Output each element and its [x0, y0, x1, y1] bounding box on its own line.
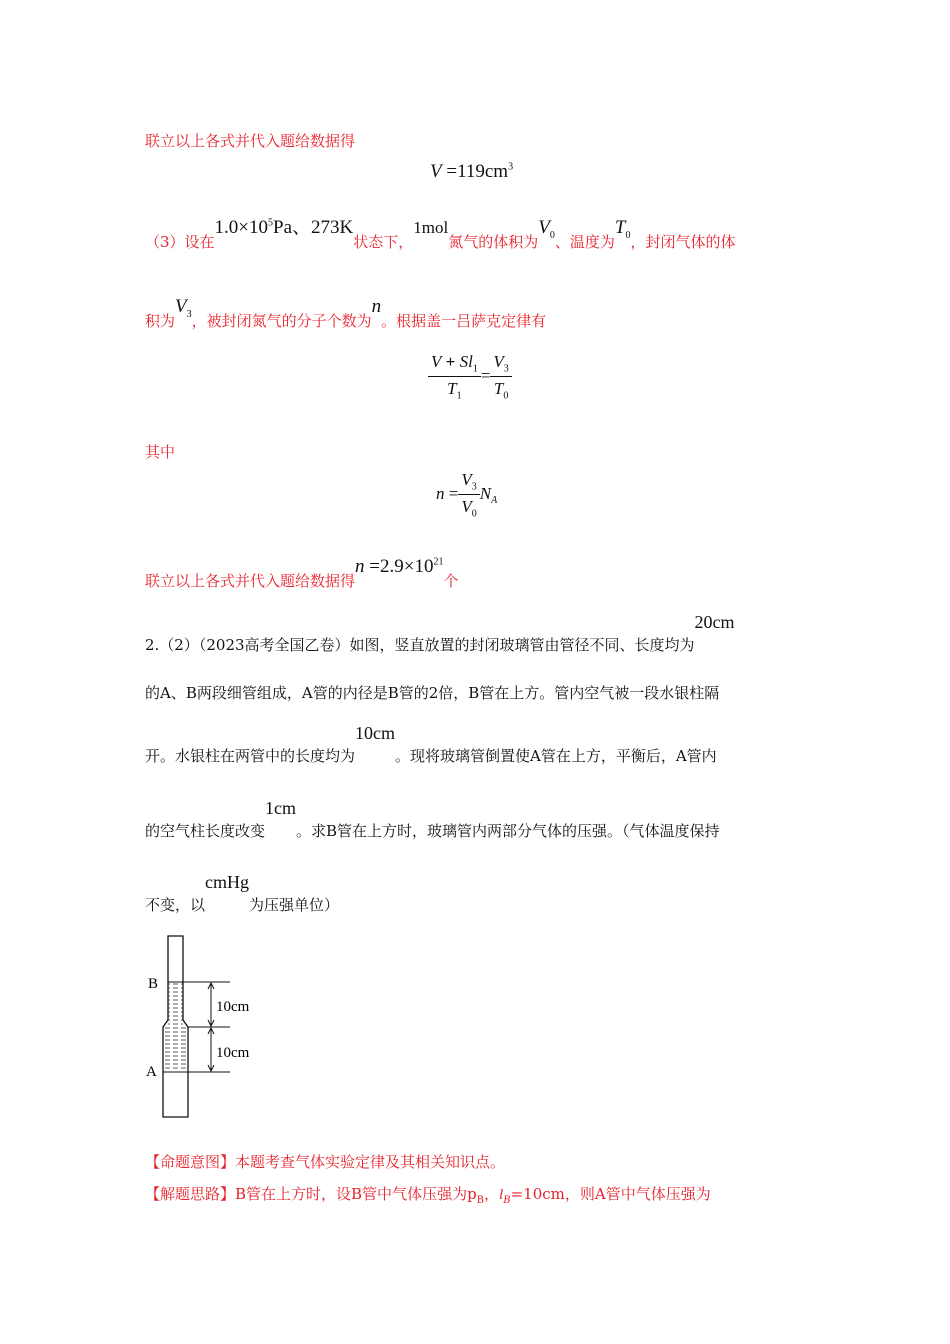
mercury-b [168, 982, 183, 1027]
equation-gay-lussac: $\frac{V + Sl_1}{T_1}$ = $\frac{V_3}{T_0}$ [428, 352, 512, 402]
question-line-2: 的A、B两段细管组成，A管的内径是B管的2倍，B管在上方。管内空气被一段水银柱隔 [145, 684, 720, 702]
mercury-a [163, 1027, 188, 1072]
question-line-5: 不变，以cmHg为压强单位） [145, 872, 340, 914]
solution-idea-paragraph: 【解题思路】B管在上方时，设B管中气体压强为$p_B$，$l_B=10cm$，则A管中气体压强为 [145, 1185, 711, 1206]
label-dim-lower: 10cm [216, 1045, 250, 1061]
equation-molecule-count: n = $\frac{V_3}{V_0}$ $N_A$ [436, 470, 498, 520]
intent-paragraph: 【命题意图】本题考查气体实验定律及其相关知识点。 [145, 1153, 506, 1171]
question-line-3: 开。水银柱在两管中的长度均为10cm。现将玻璃管倒置使A管在上方，平衡后，A管内 [145, 723, 717, 765]
paragraph-combine-2: 联立以上各式并代入题给数据得$n =2.9\times 10^{21}$个 [145, 556, 459, 590]
equation-volume: $V =119cm^3$ [430, 161, 514, 182]
label-b: B [148, 976, 159, 992]
question-line-1: 2.（2）（2023高考全国乙卷）如图，竖直放置的封闭玻璃管由管径不同、长度均为20cm [145, 612, 735, 654]
paragraph-part3-line1: （3）设在$1.0\times 10^5Pa$、273K状态下，1mol氮气的体积为$V_0$、温度为$T_0$，封闭气体的体 [145, 217, 736, 251]
paragraph-combine-1: 联立以上各式并代入题给数据得 [145, 132, 356, 150]
label-dim-upper: 10cm [216, 999, 250, 1015]
tube-figure [140, 930, 290, 1120]
paragraph-part3-line2: 积为$V_3$，被封闭氮气的分子个数为n。根据盖一吕萨克定律有 [145, 296, 547, 330]
label-a: A [146, 1064, 157, 1080]
question-line-4: 的空气柱长度改变1cm。求B管在上方时，玻璃管内两部分气体的压强。（气体温度保持 [145, 798, 720, 840]
paragraph-where: 其中 [145, 443, 176, 461]
